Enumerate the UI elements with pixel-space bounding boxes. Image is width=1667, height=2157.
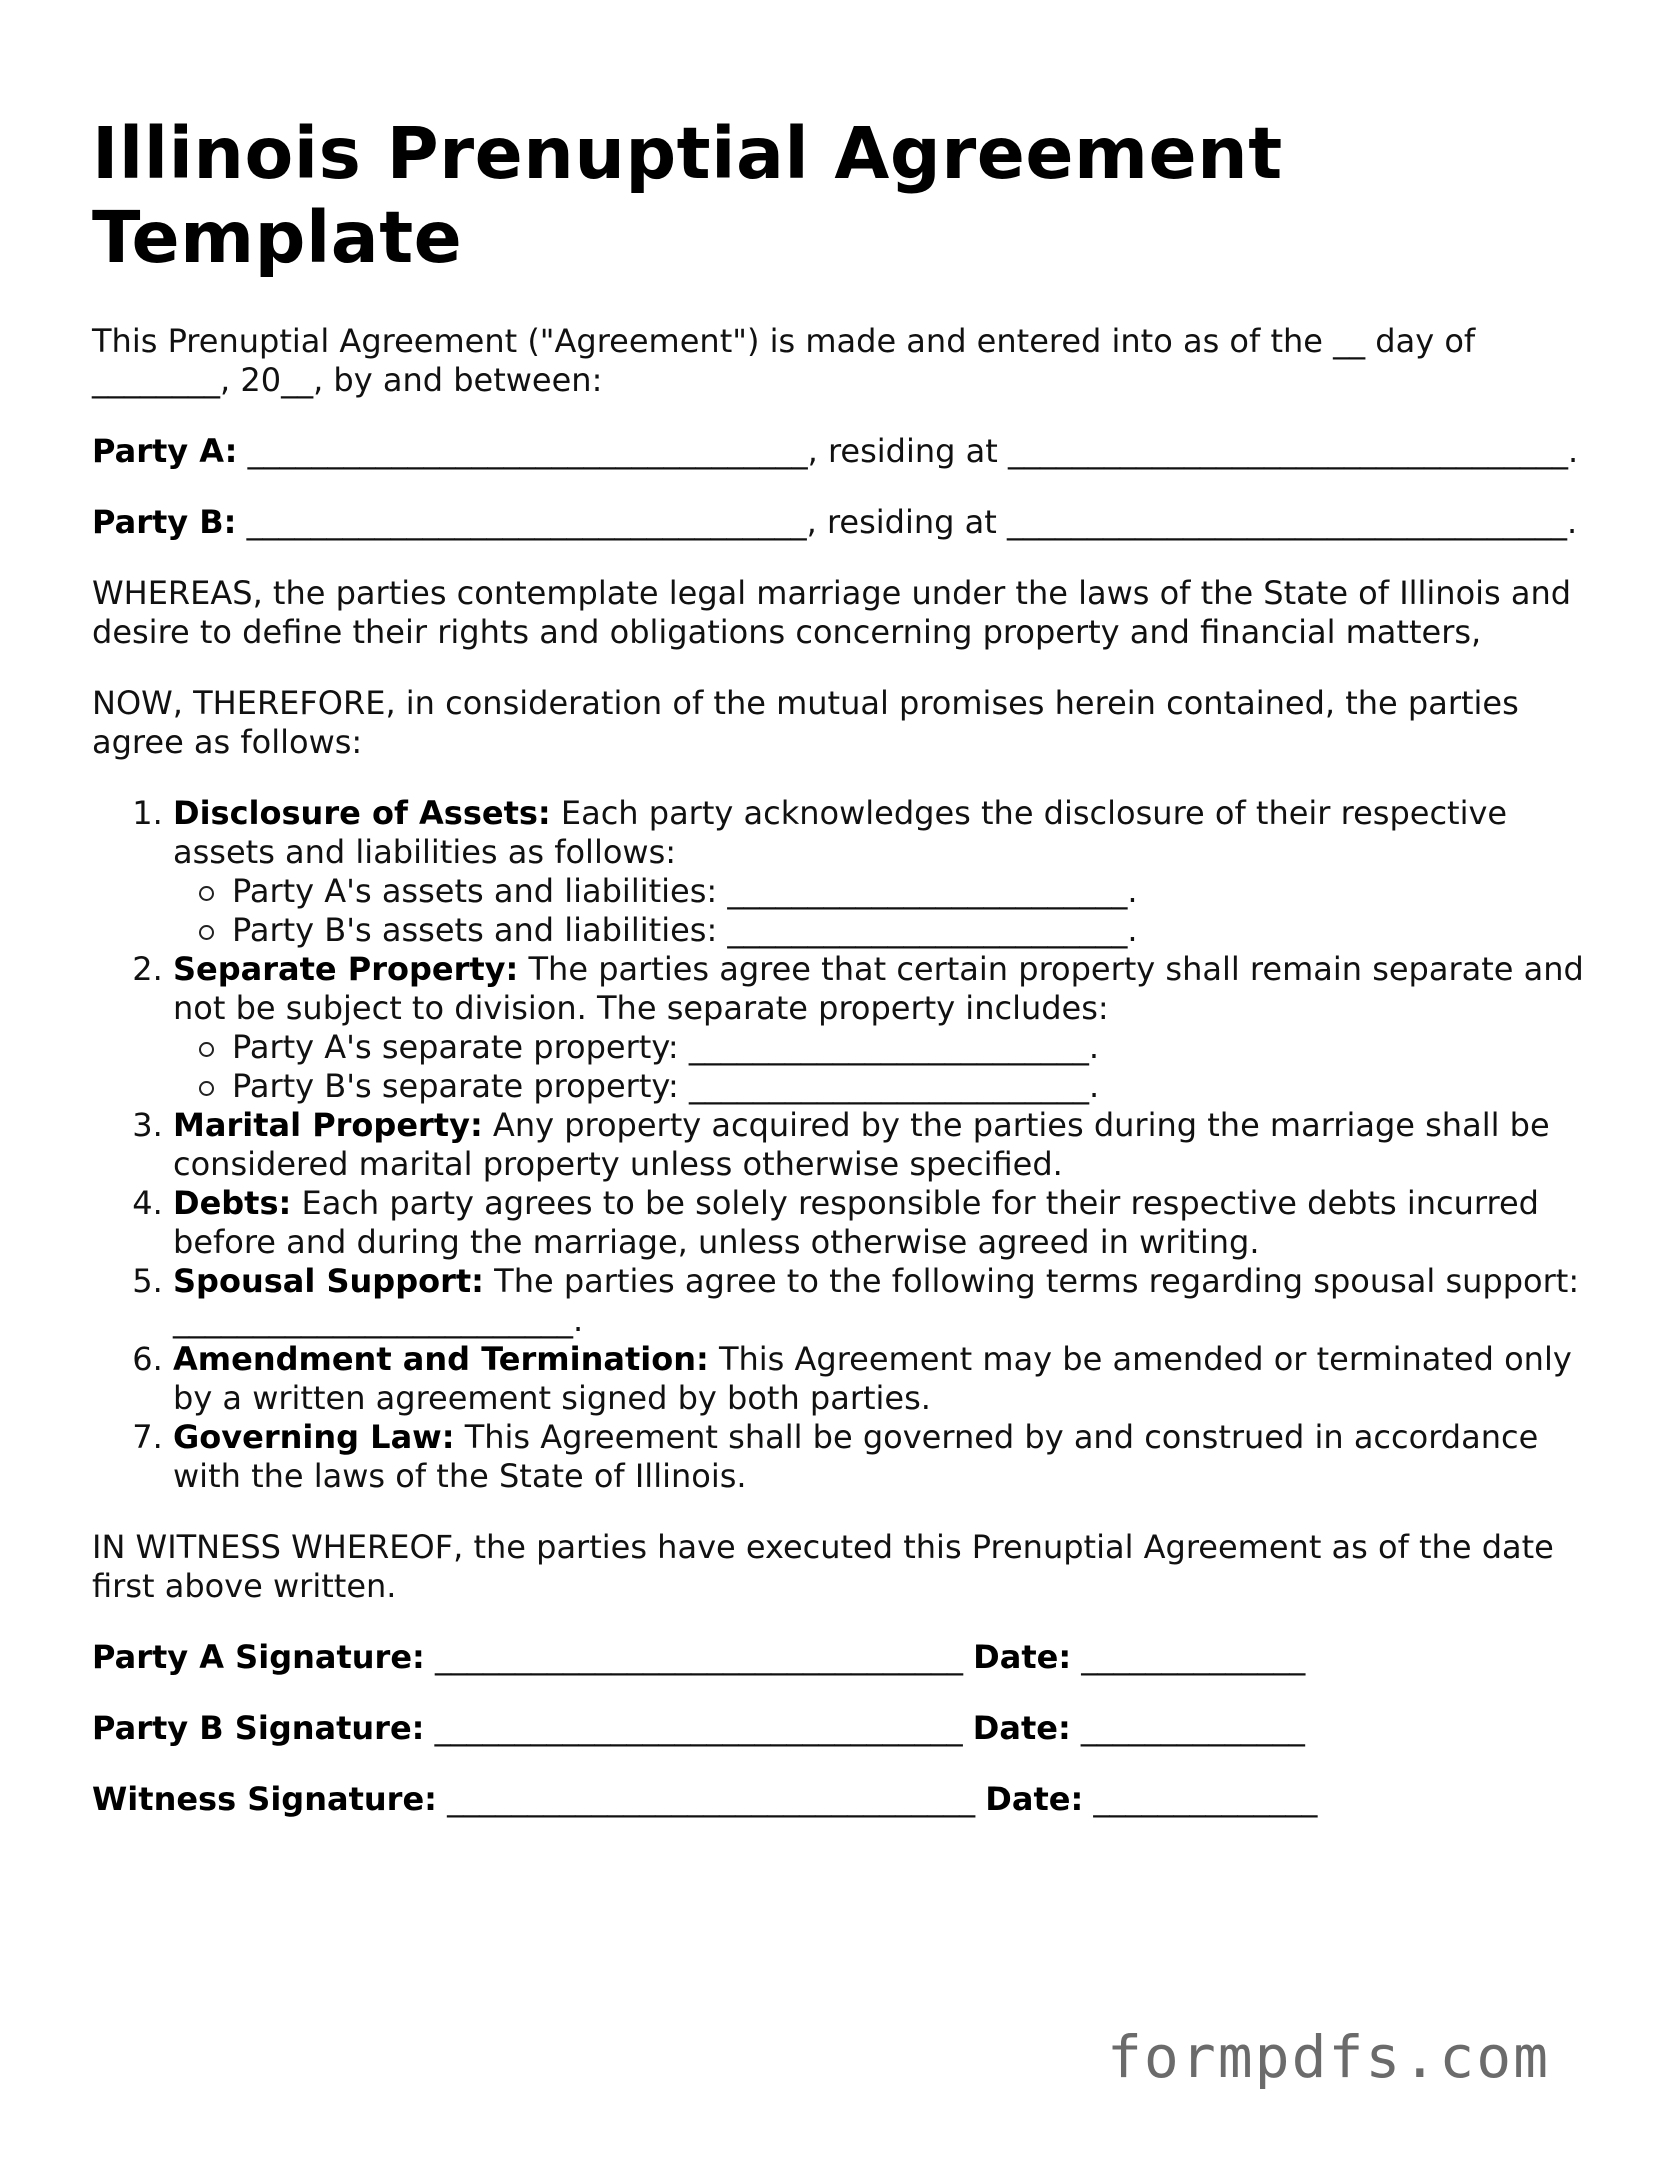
terms-list (92, 794, 1592, 1496)
term-sub-list (173, 1028, 1592, 1106)
term-sub-item: Party B's assets and liabilities: _________________________. (232, 911, 1592, 950)
term-item (173, 950, 1592, 1106)
term-sub-item: Party B's separate property: _________________________. (232, 1067, 1592, 1106)
witness-clause: IN WITNESS WHEREOF, the parties have executed this Prenuptial Agreement as of the date first above written. (92, 1528, 1554, 1605)
term-heading: Governing Law: (173, 1418, 455, 1456)
term-text: Each party acknowledges the disclosure of their respective assets and liabilities as follows: (173, 794, 1508, 871)
signature-blank: _________________________________ (436, 1780, 986, 1818)
document-page (92, 112, 1592, 1851)
date-blank: ______________ (1070, 1709, 1305, 1747)
signature-label: Party B Signature: (92, 1709, 425, 1747)
term-text: The parties agree that certain property shall remain separate and not be subject to division. The separate property includes: (173, 950, 1584, 1027)
term-item (173, 1184, 1592, 1262)
page-title: Illinois Prenuptial Agreement Template (92, 112, 1283, 279)
term-text: This Agreement shall be governed by and construed in accordance with the laws of the State of Illinois. (173, 1418, 1539, 1495)
now-therefore-paragraph: NOW, THEREFORE, in consideration of the mutual promises herein contained, the parties agree as follows: (92, 684, 1519, 761)
term-heading: Disclosure of Assets: (173, 794, 551, 832)
term-heading: Spousal Support: (173, 1262, 484, 1300)
watermark: formpdfs.com (1107, 2023, 1551, 2091)
date-blank: ______________ (1083, 1780, 1318, 1818)
term-text: This Agreement may be amended or terminated only by a written agreement signed by both parties. (173, 1340, 1572, 1417)
term-sub-item: Party A's assets and liabilities: _________________________. (232, 872, 1592, 911)
whereas-paragraph: WHEREAS, the parties contemplate legal marriage under the laws of the State of Illinois and desire to define their rights and obligations concerning property and financial matters, (92, 574, 1572, 651)
signature-line-party-a (92, 1638, 1592, 1677)
term-item (173, 1106, 1592, 1184)
party-b-line (92, 503, 1592, 542)
date-blank: ______________ (1071, 1638, 1306, 1676)
term-text: The parties agree to the following terms regarding spousal support: _________________________. (173, 1262, 1580, 1339)
party-b-text: ___________________________________, residing at ___________________________________. (236, 503, 1578, 541)
term-item (173, 1418, 1592, 1496)
term-item (173, 1262, 1592, 1340)
term-heading: Debts: (173, 1184, 292, 1222)
term-text: Any property acquired by the parties during the marriage shall be considered marital property unless otherwise specified. (173, 1106, 1550, 1183)
term-item (173, 794, 1592, 950)
signature-label: Witness Signature: (92, 1780, 437, 1818)
signature-label: Party A Signature: (92, 1638, 425, 1676)
intro-paragraph: This Prenuptial Agreement ("Agreement") is made and entered into as of the __ day of ________, 20__, by and between: (92, 322, 1476, 399)
term-heading: Marital Property: (173, 1106, 483, 1144)
signature-blank: _________________________________ (424, 1638, 974, 1676)
date-label: Date: (972, 1709, 1071, 1747)
party-a-text: ___________________________________, residing at ___________________________________. (237, 432, 1579, 470)
term-sub-list (173, 872, 1592, 950)
date-label: Date: (985, 1780, 1084, 1818)
term-sub-item: Party A's separate property: _________________________. (232, 1028, 1592, 1067)
term-text: Each party agrees to be solely responsible for their respective debts incurred before and during the marriage, unless otherwise agreed in writing. (173, 1184, 1539, 1261)
term-heading: Separate Property: (173, 950, 519, 988)
term-item (173, 1340, 1592, 1418)
term-heading: Amendment and Termination: (173, 1340, 709, 1378)
party-a-line (92, 432, 1592, 471)
party-b-label: Party B: (92, 503, 237, 541)
signature-line-party-b (92, 1709, 1592, 1748)
date-label: Date: (973, 1638, 1072, 1676)
party-a-label: Party A: (92, 432, 238, 470)
signature-blank: _________________________________ (424, 1709, 973, 1747)
signature-line-witness (92, 1780, 1592, 1819)
